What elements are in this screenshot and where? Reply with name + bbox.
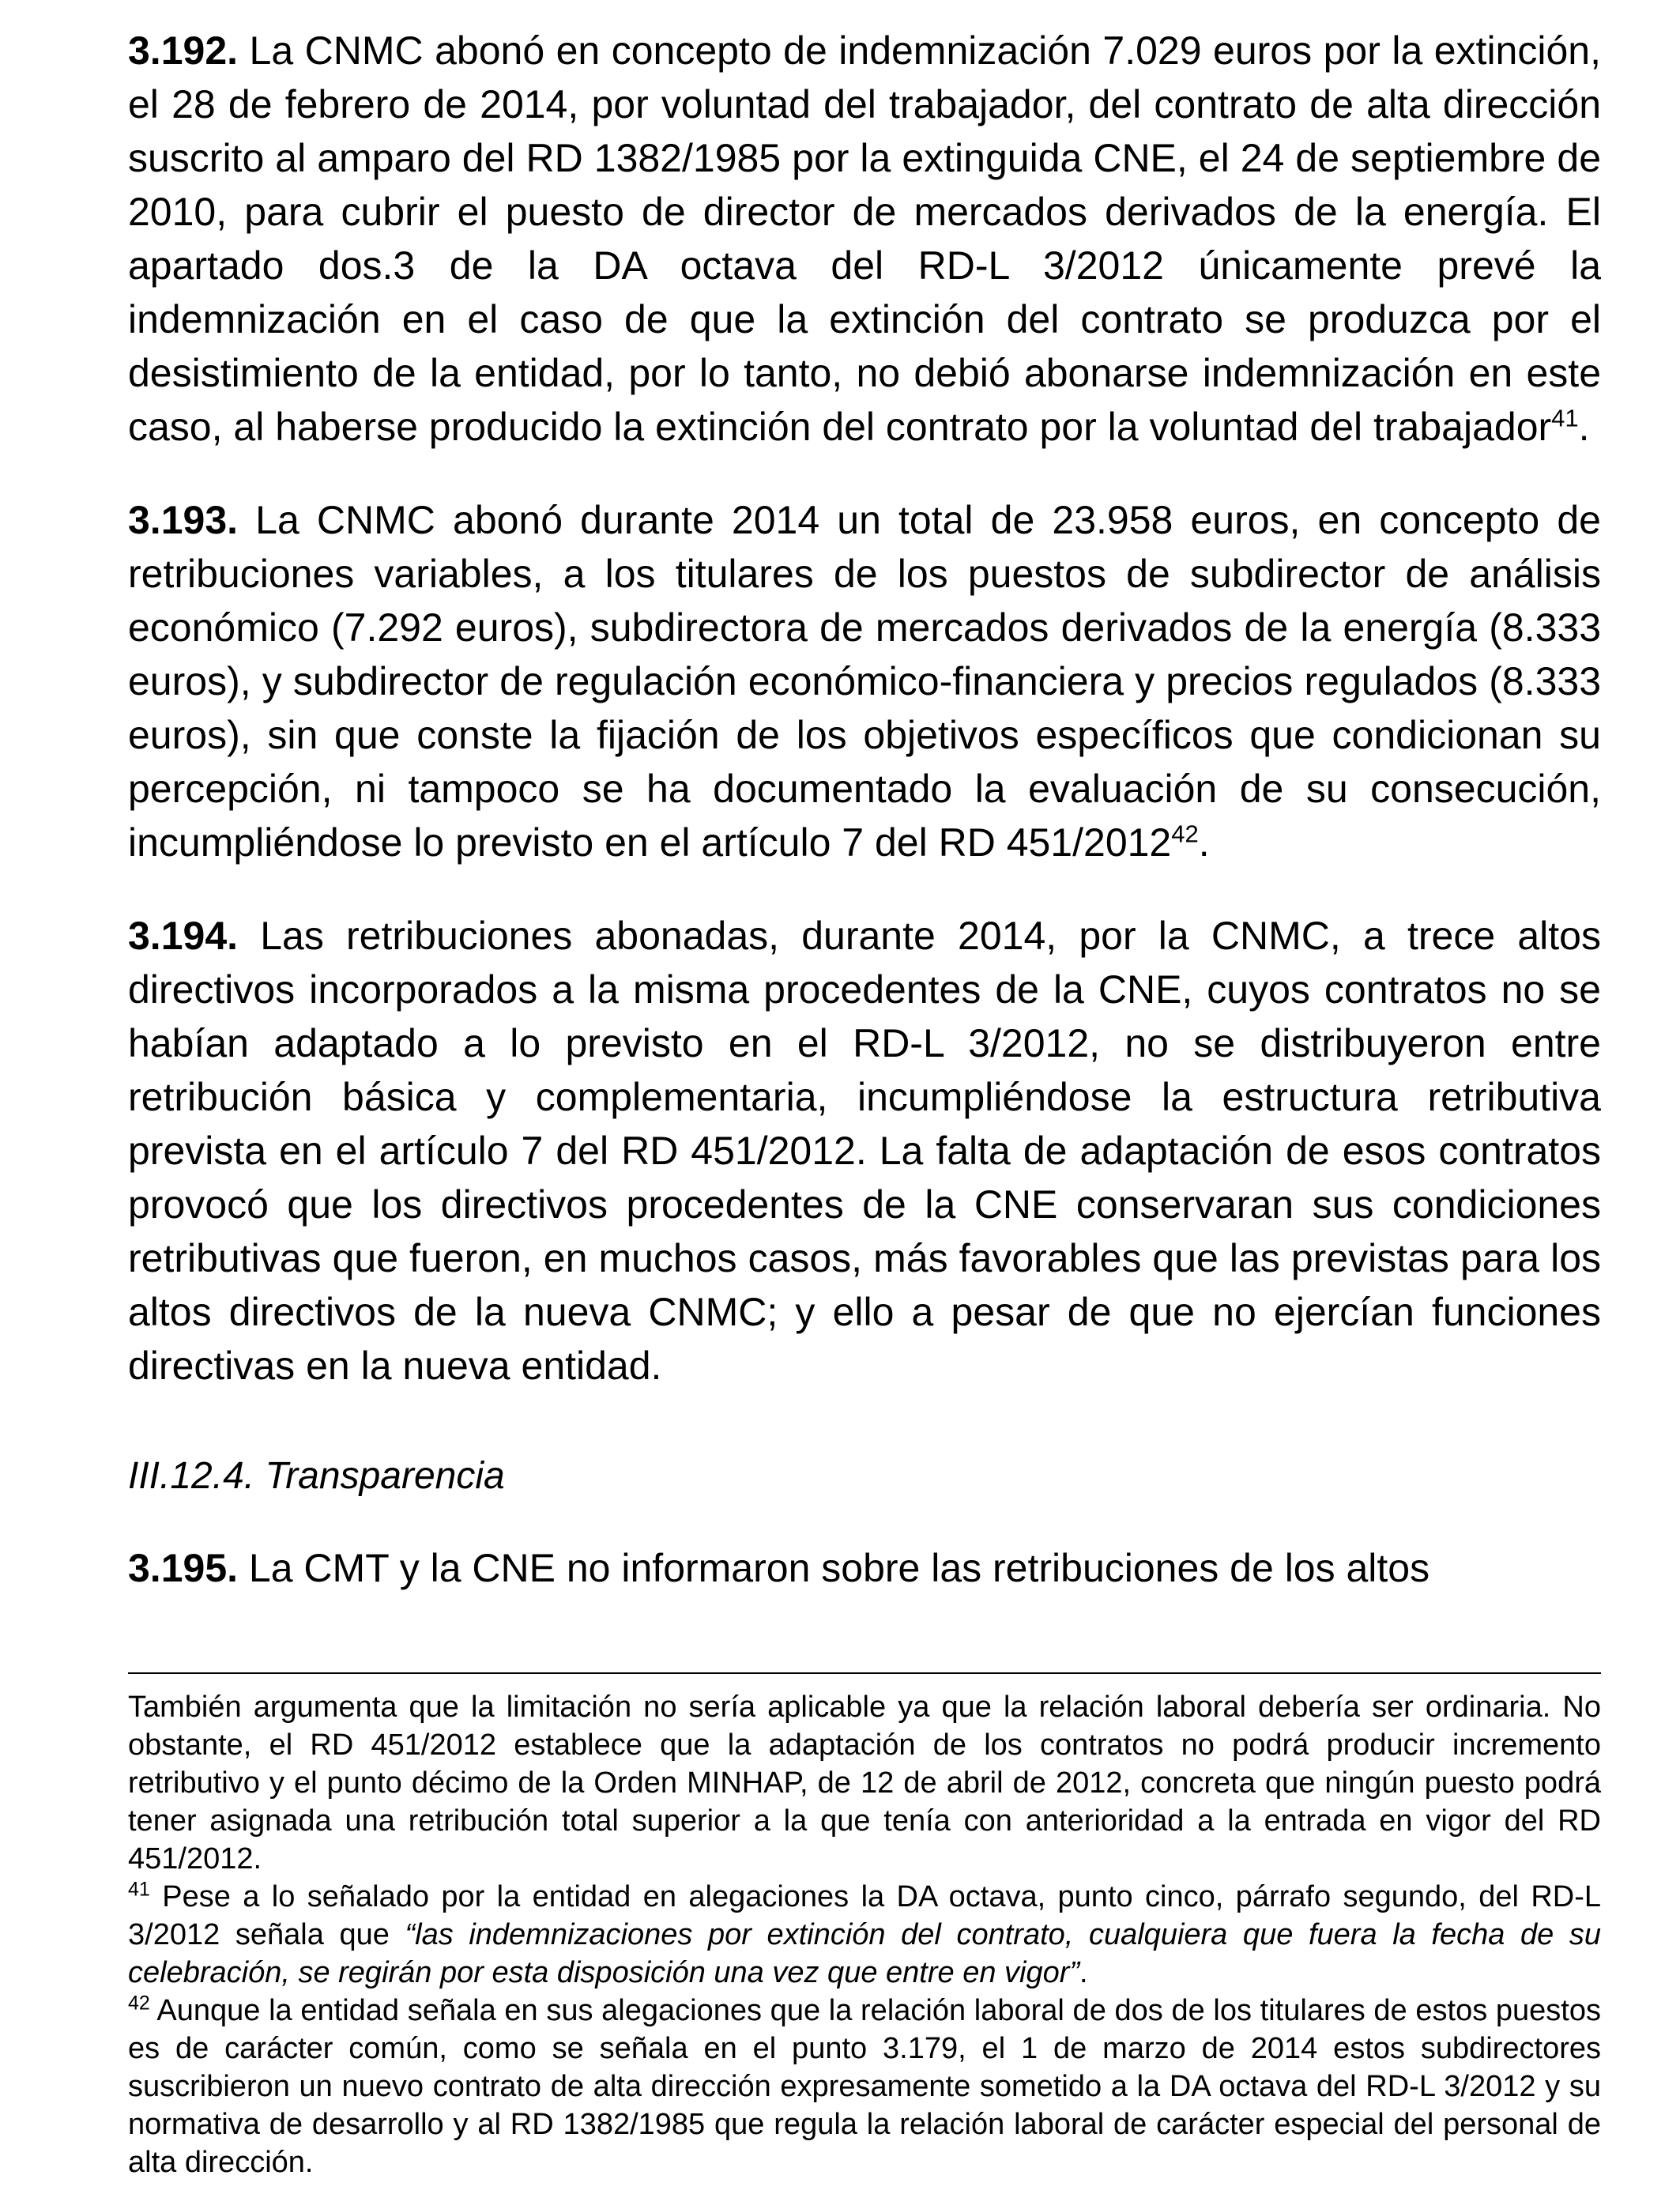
footnotes — [128, 1688, 1601, 2181]
paragraph-text: La CNMC abonó en concepto de indemnización 7.029 euros por la extinción, el 28 de febrero de 2014, por voluntad del trabajador, del contrato de alta dirección suscrito al amparo del RD 1382/1985 por la extinguida CNE, el 24 de septiembre de 2010, para cubrir el puesto de director de mercados derivados de la energía. El apartado dos.3 de la DA octava del RD-L 3/2012 únicamente prevé la indemnización en el caso de que la extinción del contrato se produzca por el desistimiento de la entidad, por lo tanto, no debió abonarse indemnización en este caso, al haberse producido la extinción del contrato por la voluntad del trabajador — [128, 28, 1601, 449]
paragraph-text: Las retribuciones abonadas, durante 2014, por la CNMC, a trece altos directivos incorporados a la misma procedentes de la CNE, cuyos contratos no se habían adaptado a lo previsto en el RD-L 3/2012, no se distribuyeron entre retribución básica y complementaria, incumpliéndose la estructura retributiva prevista en el artículo 7 del RD 451/2012. La falta de adaptación de esos contratos provocó que los directivos procedentes de la CNE conservaran sus condiciones retributivas que fueron, en muchos casos, más favorables que las previstas para los altos directivos de la nueva CNMC; y ello a pesar de que no ejercían funciones directivas en la nueva entidad. — [128, 914, 1601, 1388]
paragraph-3-193: 3.193. La CNMC abonó durante 2014 un total de 23.958 euros, en concepto de retribuciones variables, a los titulares de los puestos de subdirector de análisis económico (7.292 euros), subdirectora de mercados derivados de la energía (8.333 euros), y subdirector de regulación económico-financiera y precios regulados (8.333 euros), sin que conste la fijación de los objetivos específicos que condicionan su percepción, ni tampoco se ha documentado la evaluación de su consecución, incumpliéndose lo previsto en el artículo 7 del RD 451/2012$^{42}$. — [128, 498, 1601, 865]
footnote-number: 42 — [128, 1992, 150, 2015]
footnote-ref-42[interactable]: 42 — [1171, 820, 1199, 848]
paragraph-3-194 — [128, 909, 1601, 1393]
section-heading: III.12.4. Transparencia — [128, 1455, 505, 1497]
paragraph-3-192: 3.192. La CNMC abonó en concepto de indemnización 7.029 euros por la extinción, el 28 de febrero de 2014, por voluntad del trabajador, del contrato de alta dirección suscrito al amparo del RD 1382/1985 por la extinguida CNE, el 24 de septiembre de 2010, para cubrir el puesto de director de mercados derivados de la energía. El apartado dos.3 de la DA octava del RD-L 3/2012 únicamente prevé la indemnización en el caso de que la extinción del contrato se produzca por el desistimiento de la entidad, por lo tanto, no debió abonarse indemnización en este caso, al haberse producido la extinción del contrato por la voluntad del trabajador$^{41}$. — [128, 28, 1601, 449]
paragraph-number: 3.194. — [128, 914, 239, 958]
footnote-continuation: También argumenta que la limitación no sería aplicable ya que la relación laboral debería ser ordinaria. No obstante, el RD 451/2012 establece que la adaptación de los contratos no podrá producir incremento retributivo y el punto décimo de la Orden MINHAP, de 12 de abril de 2012, concreta que ningún puesto podrá tener asignada una retribución total superior a la que tenía con anterioridad a la entrada en vigor del RD 451/2012. — [128, 1691, 1601, 1875]
footnote-quote: “las indemnizaciones por extinción del contrato, cualquiera que fuera la fecha de su celebración, se regirán por esta disposición una vez que entre en vigor” — [128, 1918, 1601, 1989]
footnote-separator — [128, 1672, 1601, 1674]
paragraph-3-195 — [128, 1541, 1601, 1595]
paragraph-text: La CMT y la CNE no informaron sobre las retribuciones de los altos — [248, 1546, 1430, 1590]
footnote-ref-41[interactable]: 41 — [1551, 404, 1579, 432]
paragraph-number: 3.193. — [128, 498, 239, 542]
paragraph-number: 3.195. — [128, 1546, 239, 1590]
footnote-42: $^{42}$ Aunque la entidad señala en sus alegaciones que la relación laboral de dos de los titulares de estos puestos es de carácter común, como se señala en el punto 3.179, el 1 de marzo de 2014 estos subdirectores suscribieron un nuevo contrato de alta dirección expresamente sometido a la DA octava del RD-L 3/2012 y su normativa de desarrollo y al RD 1382/1985 que regula la relación laboral de carácter especial del personal de alta dirección. — [128, 1992, 1601, 2179]
footnote-41: $^{41}$ Pese a lo señalado por la entidad en alegaciones la DA octava, punto cinco, párrafo segundo, del RD-L 3/2012 señala que “las indemnizaciones por extinción del contrato, cualquiera que fuera la fecha de su celebración, se regirán por esta disposición una vez que entre en vigor”. — [128, 1878, 1602, 1989]
paragraph-number: 3.192. — [128, 28, 239, 73]
footnote-number: 41 — [128, 1878, 150, 1901]
paragraph-text: La CNMC abonó durante 2014 un total de 23.958 euros, en concepto de retribuciones variables, a los titulares de los puestos de subdirector de análisis económico (7.292 euros), subdirectora de mercados derivados de la energía (8.333 euros), y subdirector de regulación económico-financiera y precios regulados (8.333 euros), sin que conste la fijación de los objetivos específicos que condicionan su percepción, ni tampoco se ha documentado la evaluación de su consecución, incumpliéndose lo previsto en el artículo 7 del RD 451/2012 — [128, 498, 1601, 865]
document-body — [128, 24, 1601, 1634]
